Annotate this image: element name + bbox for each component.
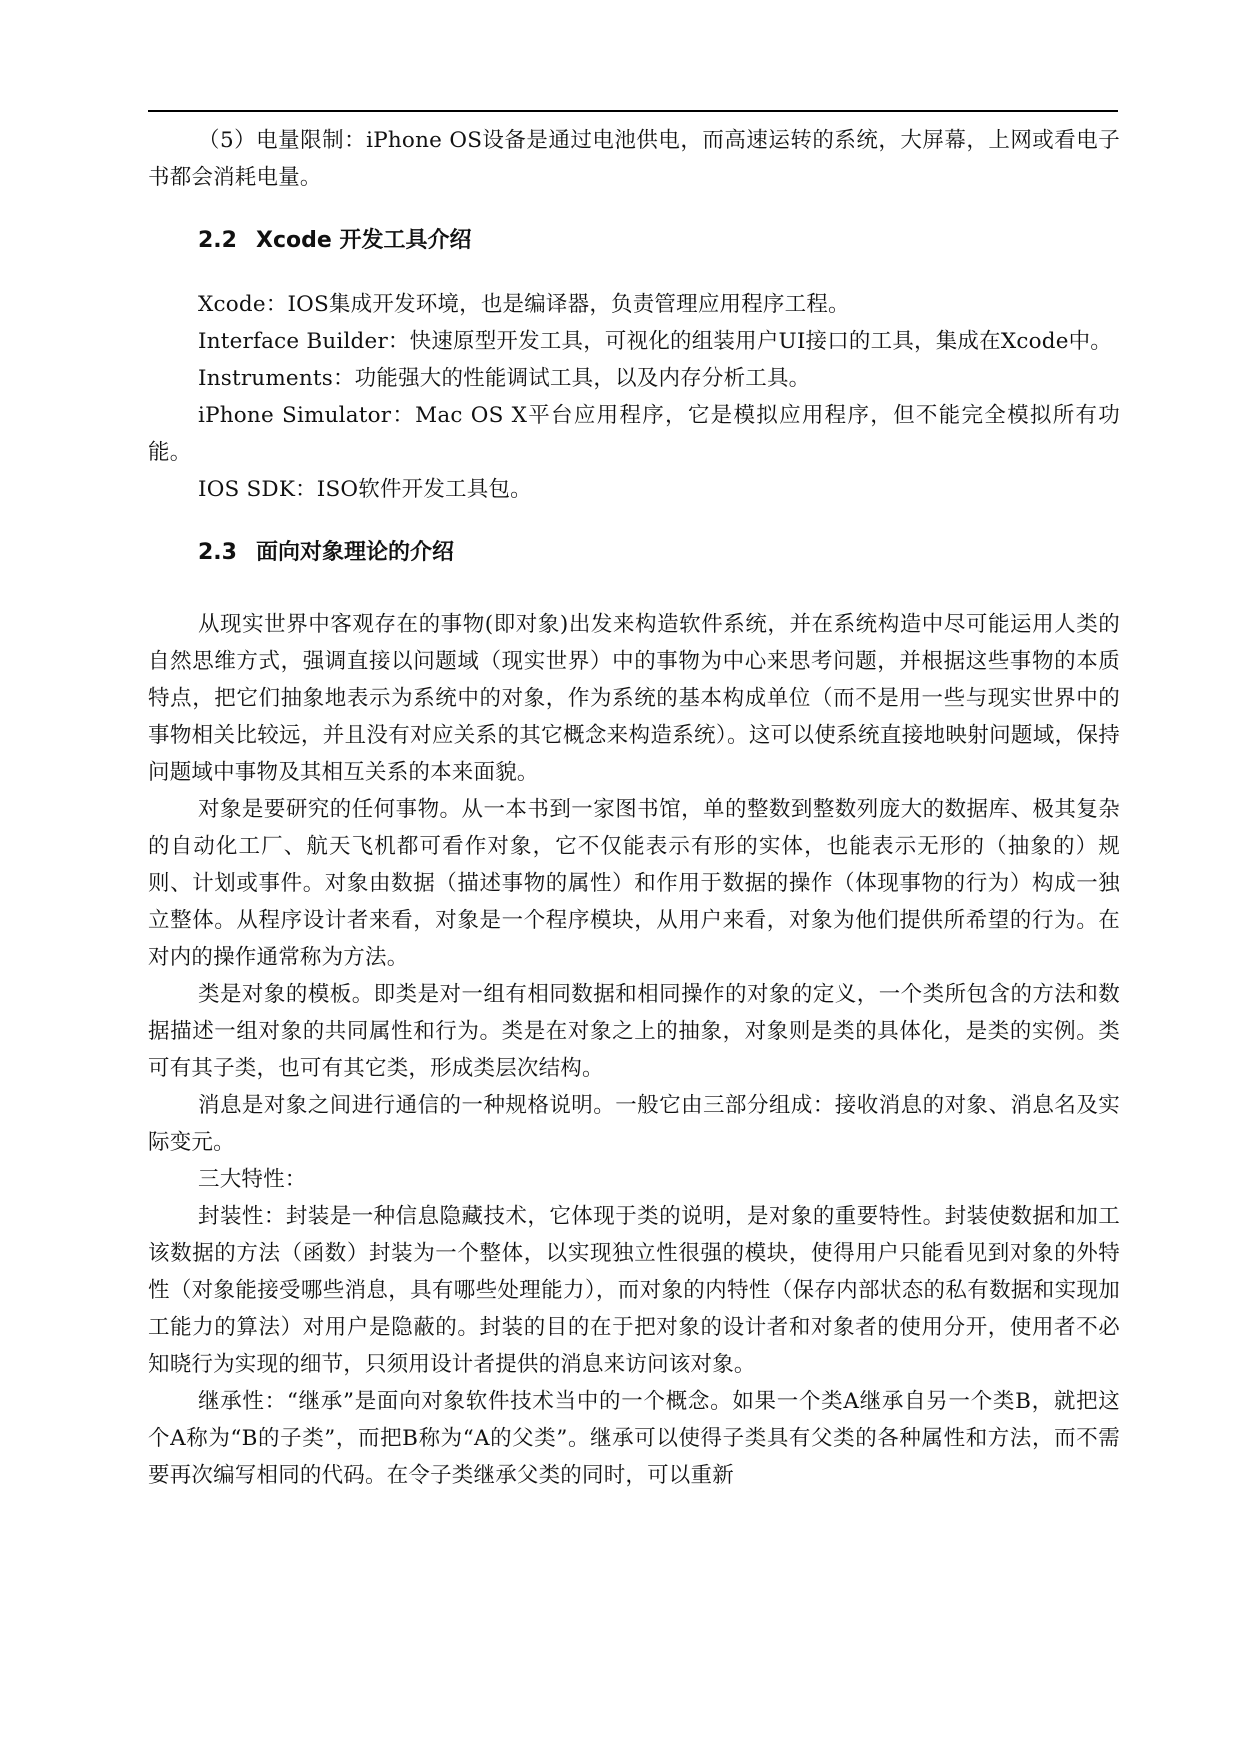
paragraph-encapsulation: 封装性：封装是一种信息隐藏技术，它体现于类的说明，是对象的重要特性。封装使数据和加工该数据的方法（函数）封装为一个整体，以实现独立性很强的模块，使得用户只能看见到对象的外特性（对象能接受哪些消息，具有哪些处理能力），而对象的内特性（保存内部状态的私有数据和实现加工能力的算法）对用户是隐蔽的。封装的目的在于把对象的设计者和对象者的使用分开，使用者不必知晓行为实现的细节，只须用设计者提供的消息来访问该对象。 — [148, 1204, 1120, 1377]
section-heading-2-3 — [148, 538, 1120, 568]
paragraph-oo-intro: 从现实世界中客观存在的事物(即对象)出发来构造软件系统，并在系统构造中尽可能运用人类的自然思维方式，强调直接以问题域（现实世界）中的事物为中心来思考问题，并根据这些事物的本质特点，把它们抽象地表示为系统中的对象，作为系统的基本构成单位（而不是用一些与现实世界中的事物相关比较远，并且没有对应关系的其它概念来构造系统）。这可以使系统直接地映射问题域，保持问题域中事物及其相互关系的本来面貌。 — [148, 612, 1120, 785]
section-number: 2.2 — [198, 228, 237, 253]
paragraph-class: 类是对象的模板。即类是对一组有相同数据和相同操作的对象的定义，一个类所包含的方法和数据描述一组对象的共同属性和行为。类是在对象之上的抽象，对象则是类的具体化，是类的实例。类可有其子类，也可有其它类，形成类层次结构。 — [148, 982, 1120, 1081]
paragraph-tool-sdk: IOS SDK：ISO软件开发工具包。 — [198, 477, 532, 502]
paragraph-three-features: 三大特性： — [198, 1167, 307, 1192]
paragraph-power-limit: （5）电量限制：iPhone OS设备是通过电池供电，而高速运转的系统，大屏幕，上网或看电子书都会消耗电量。 — [148, 128, 1120, 190]
document-body — [148, 122, 1120, 1494]
section-title: Xcode 开发工具介绍 — [256, 228, 472, 253]
section-heading-2-2 — [148, 226, 1120, 256]
paragraph-tool-instruments: Instruments：功能强大的性能调试工具，以及内存分析工具。 — [198, 366, 811, 391]
paragraph-message: 消息是对象之间进行通信的一种规格说明。一般它由三部分组成：接收消息的对象、消息名及实际变元。 — [148, 1093, 1120, 1155]
paragraph-object: 对象是要研究的任何事物。从一本书到一家图书馆，单的整数到整数列庞大的数据库、极其复杂的自动化工厂、航天飞机都可看作对象，它不仅能表示有形的实体，也能表示无形的（抽象的）规则、计划或事件。对象由数据（描述事物的属性）和作用于数据的操作（体现事物的行为）构成一独立整体。从程序设计者来看，对象是一个程序模块，从用户来看，对象为他们提供所希望的行为。在对内的操作通常称为方法。 — [148, 797, 1120, 970]
paragraph-tool-xcode: Xcode：IOS集成开发环境，也是编译器，负责管理应用程序工程。 — [198, 292, 850, 317]
section-title: 面向对象理论的介绍 — [256, 540, 455, 565]
paragraph-inheritance: 继承性：“继承”是面向对象软件技术当中的一个概念。如果一个类A继承自另一个类B，就把这个A称为“B的子类”，而把B称为“A的父类”。继承可以使得子类具有父类的各种属性和方法，而不需要再次编写相同的代码。在令子类继承父类的同时，可以重新 — [148, 1389, 1120, 1488]
paragraph-tool-simulator: iPhone Simulator：Mac OS X平台应用程序，它是模拟应用程序，但不能完全模拟所有功能。 — [148, 403, 1120, 465]
paragraph-tool-interface-builder: Interface Builder：快速原型开发工具，可视化的组装用户UI接口的工具，集成在Xcode中。 — [198, 329, 1113, 354]
header-rule — [148, 110, 1118, 112]
section-number: 2.3 — [198, 540, 237, 565]
